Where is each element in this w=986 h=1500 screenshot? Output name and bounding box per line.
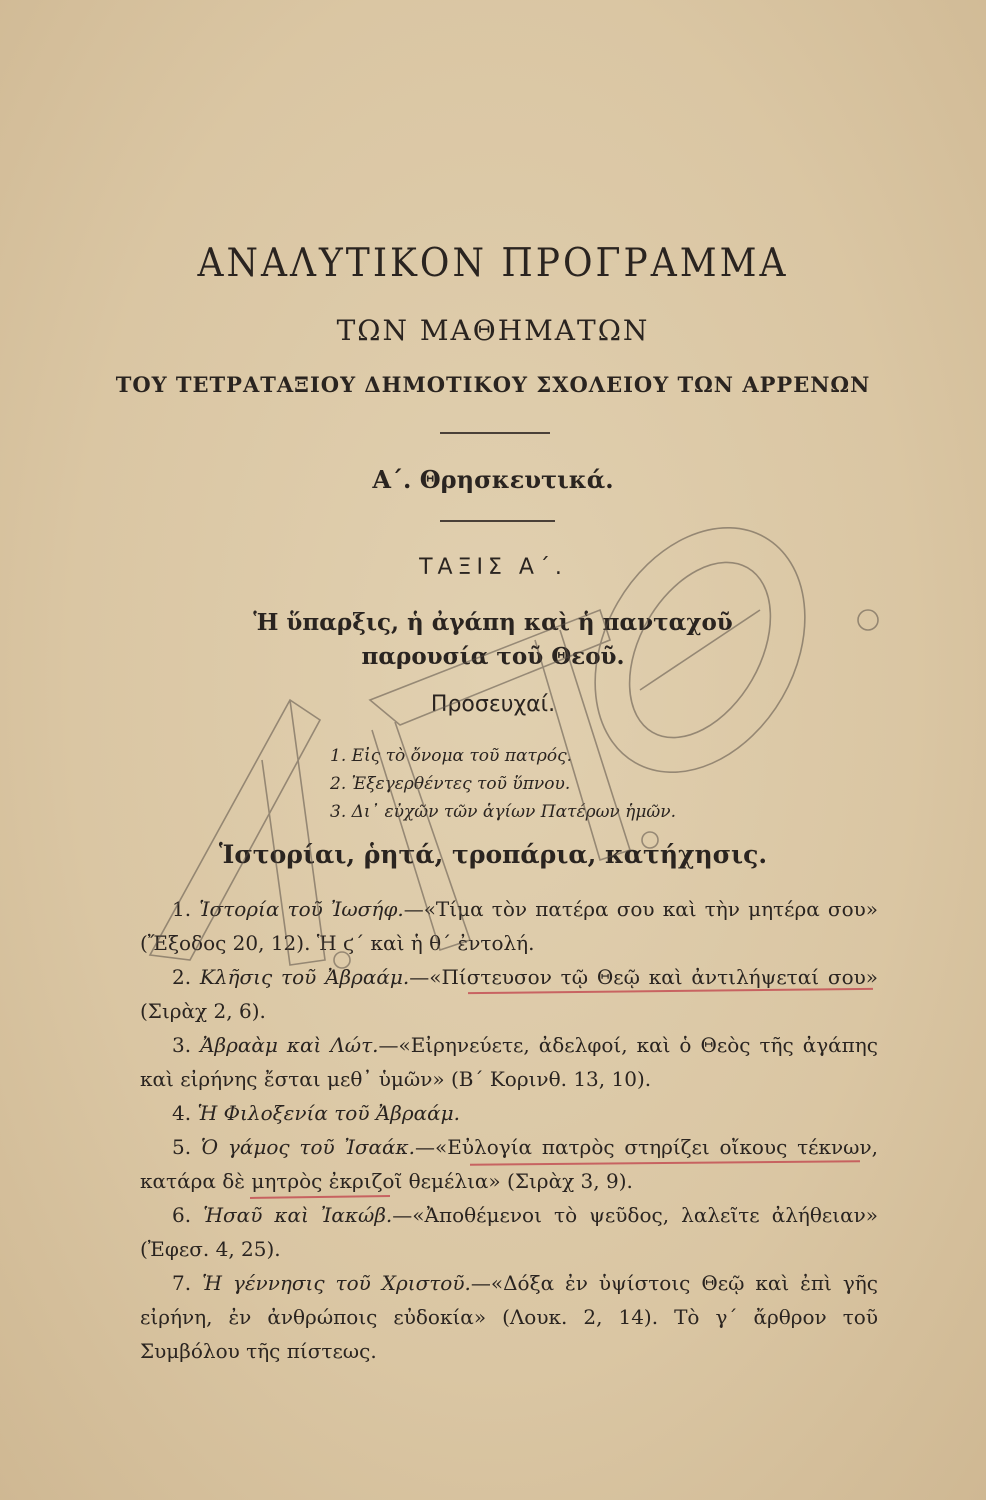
item-text: —«Δόξα ἐν ὑψίστοις Θεῷ καὶ ἐπὶ γῆς εἰρήνη, ἐν ἀνθρώποις εὐδοκία» (Λουκ. 2, 14). Τὸ γ΄ ἄρθρον τοῦ Συμβόλου τῆς πίστεως.: [140, 1271, 878, 1363]
document-title: ΑΝΑΛΥΤΙΚΟΝ ΠΡΟΓΡΑΜΜΑ: [197, 241, 789, 286]
list-item: 2. Ἐξεγερθέντες τοῦ ὕπνου.: [330, 774, 571, 794]
item-title: Ἡσαῦ καὶ Ἰακώβ.: [203, 1203, 393, 1227]
item-title: Κλῆσις τοῦ Ἀβραάμ.: [199, 965, 410, 989]
item-number: 5.: [172, 1135, 192, 1159]
item-number: 6.: [172, 1203, 192, 1227]
topic-line-2: παρουσία τοῦ Θεοῦ.: [361, 643, 625, 670]
item-number: 7.: [172, 1271, 192, 1295]
class-title: ΤΑΞΙΣ Α΄.: [419, 555, 567, 580]
item-text: —«Τίμα τὸν πατέρα σου καὶ τὴν μητέρα σου» (Ἔξοδος 20, 12). Ἡ ϛ΄ καὶ ἡ θ΄ ἐντολή.: [140, 897, 878, 955]
list-item: 3. Δι᾽ εὐχῶν τῶν ἁγίων Πατέρων ἡμῶν.: [330, 802, 677, 822]
list-item: 1. Εἰς τὸ ὄνομα τοῦ πατρός.: [330, 746, 572, 766]
item-title: Ἡ Φιλοξενία τοῦ Ἀβραάμ.: [197, 1101, 460, 1125]
item-text: —«Ἀποθέμενοι τὸ ψεῦδος, λαλεῖτε ἀλήθειαν» (Ἐφεσ. 4, 25).: [140, 1203, 879, 1261]
section-title: Α΄. Θρησκευτικά.: [372, 465, 614, 494]
item-title: Ἱστορία τοῦ Ἰωσήφ.: [199, 897, 404, 921]
prayers-title: Προσευχαί.: [430, 692, 556, 717]
stories-title: Ἱστορίαι, ῥητά, τροπάρια, κατήχησις.: [218, 840, 768, 869]
item-text: —«Πίστευσον τῷ Θεῷ καὶ ἀντιλήψεταί σου» (Σιρὰχ 2, 6).: [140, 965, 878, 1023]
item-title: Ἀβραὰμ καὶ Λώτ.: [200, 1033, 379, 1057]
item-number: 4.: [172, 1101, 192, 1125]
item-number: 3.: [172, 1033, 192, 1057]
document-subtitle: ΤΩΝ ΜΑΘΗΜΑΤΩΝ: [336, 314, 650, 347]
item-number: 2.: [172, 965, 192, 989]
item-text: —«Εἰρηνεύετε, ἀδελφοί, καὶ ὁ Θεὸς τῆς ἀγάπης καὶ εἰρήνης ἔσται μεθ᾽ ὑμῶν» (Β΄ Κορινθ. 13, 10).: [140, 1033, 878, 1091]
item-text: —«Εὐλογία πατρὸς στηρίζει οἴκους τέκνων, κατάρα δὲ μητρὸς ἐκριζοῖ θεμέλια» (Σιρὰχ 3, 9).: [140, 1135, 879, 1193]
item-title: Ὁ γάμος τοῦ Ἰσαάκ.: [200, 1135, 416, 1159]
item-number: 1.: [172, 897, 192, 921]
topic-line-1: Ἡ ὕπαρξις, ἡ ἀγάπη καὶ ἡ πανταχοῦ: [253, 609, 733, 636]
item-title: Ἡ γέννησις τοῦ Χριστοῦ.: [202, 1271, 471, 1295]
school-title: ΤΟΥ ΤΕΤΡΑΤΑΞΙΟΥ ΔΗΜΟΤΙΚΟΥ ΣΧΟΛΕΙΟΥ ΤΩΝ ΑΡΡΕΝΩΝ: [115, 372, 871, 397]
